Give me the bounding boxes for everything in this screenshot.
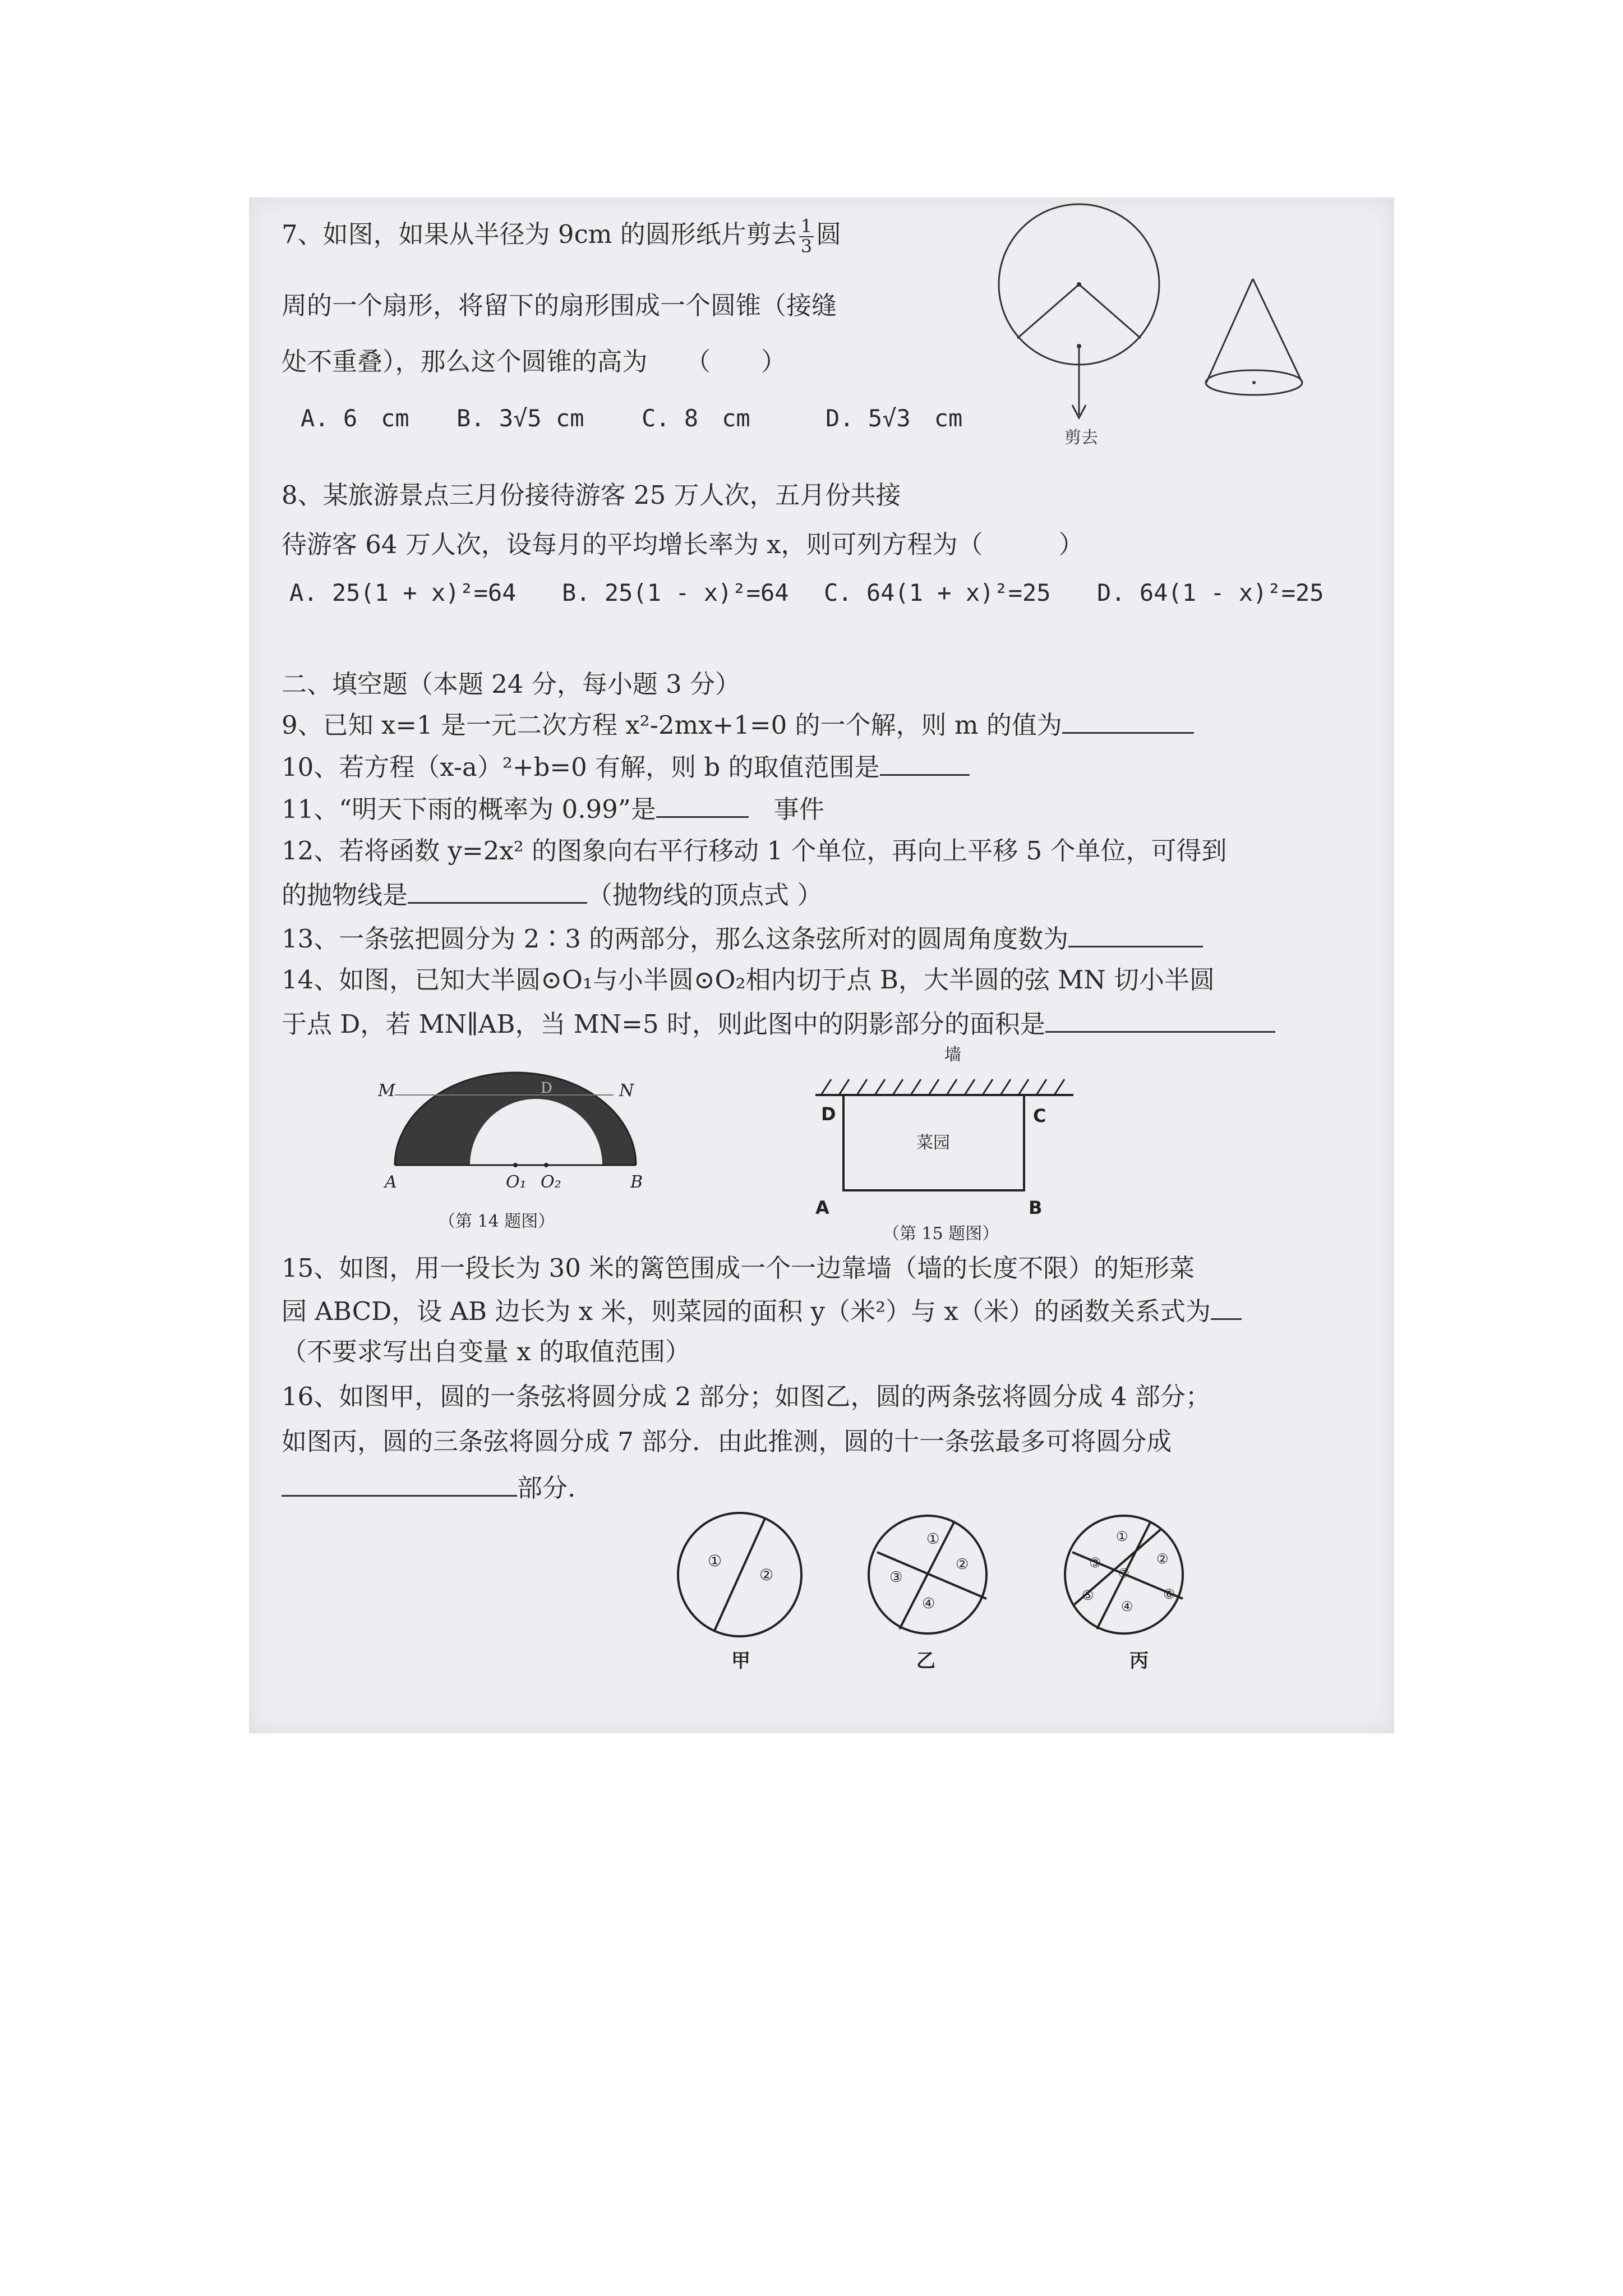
svg-text:C: C <box>1033 1105 1046 1126</box>
svg-text:①: ① <box>1116 1529 1128 1544</box>
svg-text:乙: 乙 <box>916 1650 935 1672</box>
svg-text:④: ④ <box>922 1595 935 1612</box>
q14-line1: 14、如图，已知大半圆⊙O₁与小半圆⊙O₂相内切于点 B，大半圆的弦 MN 切小半圆 <box>282 965 1215 995</box>
q7-option-c: C. 8 cm <box>642 404 750 432</box>
q8-option-c: C. 64(1 + x)²=25 <box>824 579 1051 606</box>
svg-text:甲: 甲 <box>731 1650 750 1672</box>
svg-text:墙: 墙 <box>944 1045 961 1065</box>
svg-text:A: A <box>385 1172 397 1192</box>
svg-text:M: M <box>378 1081 395 1101</box>
svg-text:B: B <box>630 1172 643 1192</box>
q15-line2: 园 ABCD，设 AB 边长为 x 米，则菜园的面积 y（米²）与 x（米）的函数关系式为 <box>282 1297 1242 1324</box>
q14-line2: 于点 D，若 MN∥AB，当 MN=5 时，则此图中的阴影部分的面积是 <box>282 1010 1275 1037</box>
q7-cone-figure <box>995 202 1320 460</box>
fig14-caption: （第 14 题图） <box>439 1212 555 1231</box>
svg-text:④: ④ <box>1121 1599 1133 1614</box>
cut-label: 剪去 <box>1064 428 1098 448</box>
q15-line1: 15、如图，用一段长为 30 米的篱笆围成一个一边靠墙（墙的长度不限）的矩形菜 <box>282 1253 1195 1283</box>
q7-option-a: A. 6 cm <box>301 404 409 432</box>
q13: 13、一条弦把圆分为 2∶3 的两部分，那么这条弦所对的圆周角度数为 <box>282 924 1203 951</box>
q13-blank[interactable] <box>1068 924 1203 947</box>
q7-line3: 处不重叠），那么这个圆锥的高为 （ ） <box>282 347 787 376</box>
svg-text:B: B <box>1029 1197 1043 1218</box>
svg-text:②: ② <box>759 1566 774 1584</box>
svg-text:D: D <box>821 1103 836 1125</box>
svg-text:②: ② <box>956 1556 969 1573</box>
svg-text:D: D <box>541 1080 552 1097</box>
q12-line2: 的抛物线是 （抛物线的顶点式 ） <box>282 880 823 910</box>
fig15-garden <box>804 1039 1096 1218</box>
svg-text:菜园: 菜园 <box>916 1133 950 1153</box>
q7-option-d: D. 5√3 cm <box>826 404 963 432</box>
q9: 9、已知 x=1 是一元二次方程 x²-2mx+1=0 的一个解，则 m 的值为 <box>282 711 1194 738</box>
q15-blank[interactable] <box>1211 1297 1242 1320</box>
q8-option-b: B. 25(1 - x)²=64 <box>562 579 789 606</box>
q7-line1: 7、如图，如果从半径为 9cm 的圆形纸片剪去 $\frac{1}{3}$ 圆 <box>282 215 842 257</box>
svg-text:①: ① <box>708 1552 722 1570</box>
q11-blank[interactable] <box>656 795 749 818</box>
q11: 11、“明天下雨的概率为 0.99”是 事件 <box>282 794 824 824</box>
svg-text:N: N <box>619 1081 634 1101</box>
fraction: $\frac{1}{3}$ <box>799 217 814 256</box>
fig15-caption: （第 15 题图） <box>883 1224 999 1244</box>
section-title: 二、填空题（本题 24 分，每小题 3 分） <box>282 669 741 699</box>
fig14-semicircles <box>372 1056 664 1196</box>
q16-line1: 16、如图甲，圆的一条弦将圆分成 2 部分；如图乙，圆的两条弦将圆分成 4 部分； <box>282 1382 1211 1411</box>
q16-blank[interactable] <box>282 1474 517 1497</box>
svg-text:A: A <box>815 1197 829 1218</box>
q10: 10、若方程（x-a）²+b=0 有解，则 b 的取值范围是 <box>282 753 970 780</box>
svg-text:②: ② <box>1156 1551 1169 1567</box>
q9-blank[interactable] <box>1062 711 1194 734</box>
q7-line2: 周的一个扇形，将留下的扇形围成一个圆锥（接缝 <box>282 291 837 320</box>
q12-blank[interactable] <box>408 881 587 904</box>
svg-text:③: ③ <box>889 1569 903 1586</box>
q16-line3: 部分. <box>282 1474 575 1501</box>
q8-line2: 待游客 64 万人次，设每月的平均增长率为 x，则可列方程为（ ） <box>282 530 1084 559</box>
svg-text:O₁: O₁ <box>506 1172 527 1192</box>
svg-text:⑥: ⑥ <box>1163 1586 1175 1602</box>
q14-blank[interactable] <box>1045 1010 1275 1033</box>
q12-line1: 12、若将函数 y=2x² 的图象向右平行移动 1 个单位，再向上平移 5 个单位，可得到 <box>282 836 1227 866</box>
fig16-circles <box>675 1499 1258 1684</box>
q8-option-d: D. 64(1 - x)²=25 <box>1097 579 1324 606</box>
q7-option-b: B. 3√5 cm <box>457 404 584 432</box>
svg-text:①: ① <box>926 1531 940 1548</box>
q8-line1: 8、某旅游景点三月份接待游客 25 万人次，五月份共接 <box>282 480 901 510</box>
svg-text:O₂: O₂ <box>541 1172 561 1192</box>
q16-line2: 如图丙，圆的三条弦将圆分成 7 部分．由此推测，圆的十一条弦最多可将圆分成 <box>282 1427 1172 1456</box>
q10-blank[interactable] <box>880 753 970 776</box>
svg-text:⑦: ⑦ <box>1118 1567 1129 1581</box>
svg-text:⑤: ⑤ <box>1082 1588 1094 1603</box>
q15-line3: （不要求写出自变量 x 的取值范围） <box>282 1337 690 1366</box>
q8-option-a: A. 25(1 + x)²=64 <box>289 579 517 606</box>
exam-sheet <box>249 197 1394 1733</box>
svg-text:丙: 丙 <box>1129 1650 1149 1672</box>
svg-text:③: ③ <box>1089 1555 1101 1571</box>
